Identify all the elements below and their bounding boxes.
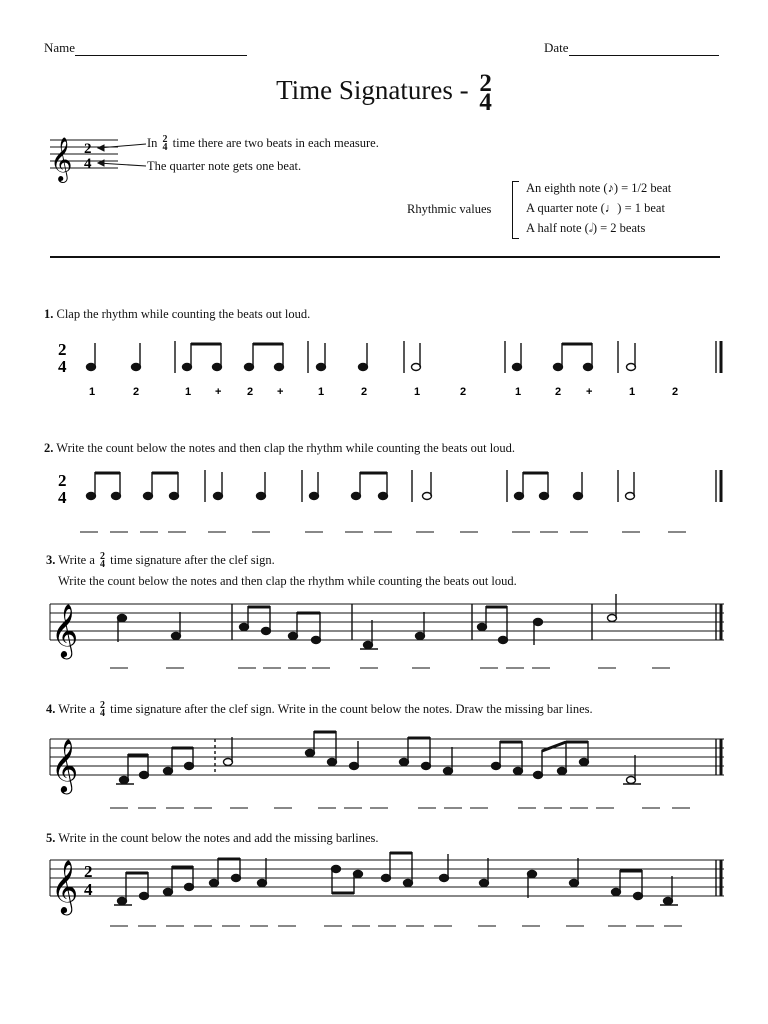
intro-staff <box>48 128 148 188</box>
bracket <box>512 181 519 239</box>
name-label: Name <box>44 40 76 55</box>
ts-bottom: 4 <box>58 357 67 376</box>
staff-line-5 <box>48 846 728 936</box>
pointer-arrows <box>98 144 146 166</box>
svg-text:2: 2 <box>247 386 254 398</box>
rhythm-line-1 <box>50 335 730 405</box>
title-text: Time Signatures - <box>276 75 469 106</box>
ts-top: 2 <box>479 70 492 97</box>
date-label: Date <box>544 40 569 55</box>
staff-line-3 <box>48 590 728 680</box>
eighth-note-icon: ♪ <box>607 181 614 195</box>
ts-bottom: 4 <box>479 89 492 116</box>
question-5: 5. Write in the count below the notes and add the missing barlines. <box>46 831 379 845</box>
svg-text:2: 2 <box>672 386 679 398</box>
rhythmic-values-label: Rhythmic values <box>407 202 492 216</box>
question-4: 4. Write a 2 4 time signature after the clef sign. Write in the count below the notes. Draw the missing bar lines. <box>46 700 593 720</box>
rhythmic-value-quarter: A quarter note (♩) = 1 beat <box>526 201 665 215</box>
intro-line-1: In 2 4 time there are two beats in each measure. <box>147 134 379 154</box>
treble-clef-icon: 𝄞 <box>50 139 73 181</box>
question-1: 1. Clap the rhythm while counting the beats out loud. <box>44 307 311 321</box>
count-labels <box>89 386 678 398</box>
half-note-icon: 𝅗𝅥 <box>588 221 593 235</box>
date-blank[interactable] <box>569 41 719 56</box>
svg-text:2: 2 <box>361 386 368 398</box>
svg-text:1: 1 <box>318 386 325 398</box>
svg-text:2: 2 <box>460 386 467 398</box>
inline-time-signature: 2 4 <box>162 134 168 154</box>
name-field <box>44 40 247 56</box>
svg-text:1: 1 <box>185 386 192 398</box>
name-blank[interactable] <box>75 41 247 56</box>
question-3-line-2: Write the count below the notes and then clap the rhythm while counting the beats out loud. <box>58 574 517 588</box>
svg-text:1: 1 <box>629 386 636 398</box>
inline-time-signature: 2 4 <box>100 700 106 720</box>
ts-bottom: 4 <box>84 156 92 172</box>
quarter-note-icon: ♩ <box>604 201 618 215</box>
ts-top: 2 <box>84 141 92 157</box>
title-time-signature <box>479 70 492 116</box>
svg-text:1: 1 <box>89 386 96 398</box>
svg-text:2: 2 <box>555 386 562 398</box>
ts-top: 2 <box>58 340 67 359</box>
rhythmic-value-half: A half note (𝅗𝅥) = 2 beats <box>526 221 646 235</box>
date-field <box>544 40 719 56</box>
ts-bottom: 4 <box>58 488 67 507</box>
svg-text:1: 1 <box>515 386 522 398</box>
staff-line-4 <box>48 725 728 815</box>
treble-clef-icon: 𝄞 <box>51 740 79 791</box>
treble-clef-icon: 𝄞 <box>51 605 79 656</box>
svg-text:+: + <box>586 386 593 398</box>
rhythm-line-2 <box>50 466 730 538</box>
rhythmic-value-eighth: An eighth note (♪) = 1/2 beat <box>526 181 672 195</box>
ts-bottom: 4 <box>84 880 93 899</box>
svg-text:1: 1 <box>414 386 421 398</box>
inline-time-signature: 2 4 <box>100 551 106 571</box>
treble-clef-icon: 𝄞 <box>51 861 79 912</box>
svg-text:+: + <box>277 386 284 398</box>
ts-top: 2 <box>58 471 67 490</box>
page-title <box>0 70 768 116</box>
ts-top: 2 <box>84 862 93 881</box>
svg-text:2: 2 <box>133 386 140 398</box>
svg-text:+: + <box>215 386 222 398</box>
question-2: 2. Write the count below the notes and then clap the rhythm while counting the beats out loud. <box>44 441 516 455</box>
intro-line-2: The quarter note gets one beat. <box>147 159 302 173</box>
section-divider <box>50 256 720 258</box>
question-3: 3. Write a 2 4 time signature after the clef sign. <box>46 551 275 571</box>
